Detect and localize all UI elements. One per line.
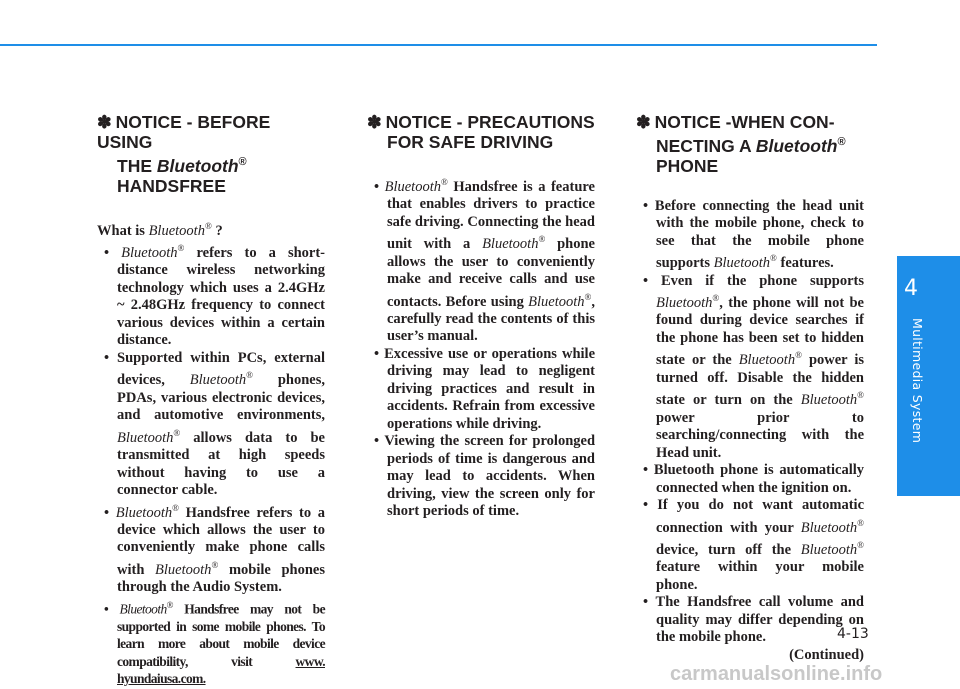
list-item: • Viewing the screen for prolonged periods of time is dangerous and may lead to accidents. When driving, view the screen only for short periods of time.: [374, 433, 596, 520]
list-item: • Bluetooth® refers to a short-distance wireless networking technology which uses a 2.4GHz ~ 2.48GHz frequency to connect various devices within a certain distance.: [104, 243, 326, 349]
watermark: carmanualsonline.info: [670, 663, 883, 685]
page-number: 4-13: [837, 626, 869, 642]
star-icon: ✽: [367, 112, 382, 132]
hyundai-website-link[interactable]: www. hyundaiusa.com.: [117, 653, 325, 687]
list-item: • Even if the phone supports Bluetooth®, the phone will not be found during device searches if the phone has been set to hidden state or the Bluetooth® power is turned off. Disable the hidden state or turn on the Bluetooth® power prior to searching/connecting with the Head unit.: [643, 272, 864, 461]
list-safe-driving: [367, 174, 595, 521]
continued-label: (Continued): [789, 646, 864, 663]
top-rule: [0, 44, 877, 46]
heading-connecting-phone: ✽ NOTICE -WHEN CON- NECTING A Bluetooth® PHONE: [636, 112, 846, 176]
list-item: • If you do not want automatic connection with your Bluetooth® device, turn off the Bluetooth® feature within your mobile phone.: [643, 497, 865, 593]
column-before-using: [97, 112, 325, 688]
question-what-is: What is Bluetooth® ?: [97, 220, 223, 239]
list-item: • Bluetooth phone is automatically connected when the ignition on.: [643, 462, 864, 496]
column-safe-driving: [367, 112, 595, 521]
list-item: • Bluetooth® Handsfree refers to a device which allows the user to conveniently make phone calls with Bluetooth® mobile phones through the Audio System.: [104, 502, 326, 596]
list-item: • Excessive use or operations while driving may lead to negligent driving practices and result in accidents. Refrain from excessive operations while driving.: [374, 345, 596, 432]
list-item: • Before connecting the head unit with the mobile phone, check to see that the mobile phone supports Bluetooth® features.: [643, 197, 864, 272]
column-connecting-phone: [636, 112, 864, 664]
list-item: • The Handsfree call volume and quality may differ depending on the mobile phone.: [643, 594, 864, 646]
chapter-tab: [897, 256, 960, 496]
list-before-using: [97, 240, 325, 688]
chapter-label: Multimedia System: [910, 318, 925, 444]
list-connecting-phone: [636, 198, 864, 647]
chapter-number: 4: [904, 276, 918, 301]
list-item: • Bluetooth® Handsfree may not be supported in some mobile phones. To learn more about mobile device compatibility, visit www. hyundaiusa.com.: [104, 599, 325, 687]
heading-before-using: ✽ NOTICE - BEFORE USING THE Bluetooth® HANDSFREE: [97, 112, 271, 196]
list-item: • Bluetooth® Handsfree is a feature that enables drivers to practice safe driving. Connecting the head unit with a Bluetooth® phone allows the user to conveniently make and receive calls and use contacts. Before using Bluetooth®, carefully read the contents of this user’s manual.: [374, 177, 595, 345]
star-icon: ✽: [97, 112, 112, 132]
heading-safe-driving: ✽ NOTICE - PRECAUTIONS FOR SAFE DRIVING: [367, 112, 595, 152]
list-item: • Supported within PCs, external devices, Bluetooth® phones, PDAs, various electronic devices, and automotive environments, Bluetooth® allows data to be transmitted at high speeds without having to use a connector cable.: [104, 349, 325, 499]
star-icon: ✽: [636, 112, 651, 132]
